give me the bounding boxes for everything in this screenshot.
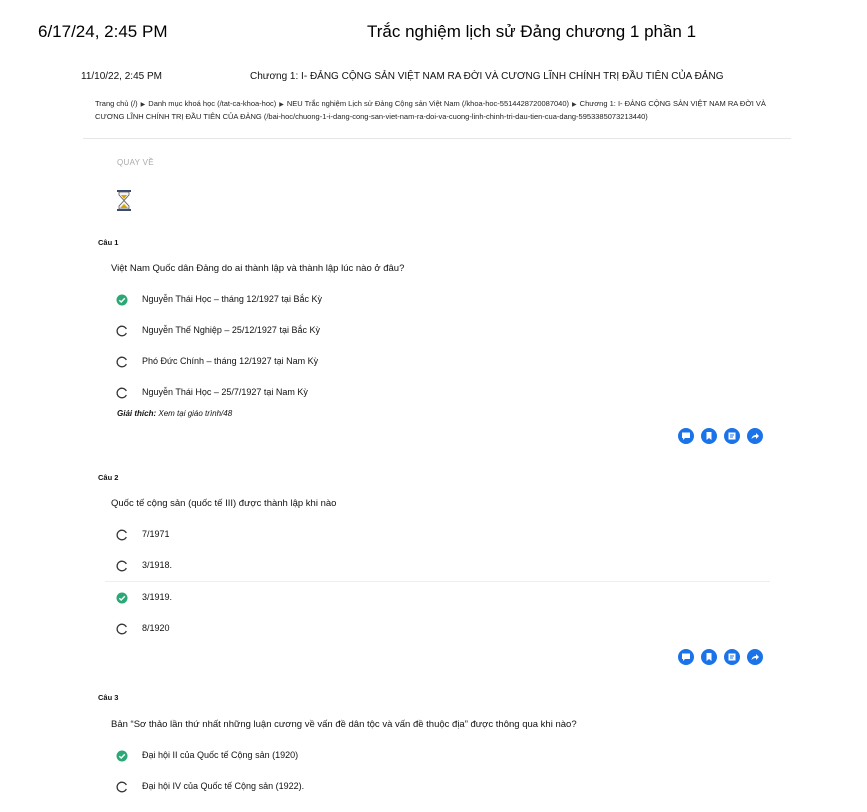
answer-option-text: Đại hội II của Quốc tế Cộng sản (1920)	[142, 750, 299, 760]
question-text: Bản “Sơ thảo lần thứ nhất những luận cương về vấn đề dân tộc và vấn đề thuộc địa” được thông qua khi nào?	[111, 719, 577, 730]
comment-icon[interactable]	[678, 428, 694, 444]
print-header	[0, 22, 867, 48]
question-actions	[678, 428, 768, 446]
question-label: Câu 2	[98, 473, 119, 482]
explanation-label: Giải thích:	[117, 409, 157, 418]
comment-icon[interactable]	[678, 649, 694, 665]
inner-date: 11/10/22, 2:45 PM	[81, 71, 162, 82]
check-circle-icon	[116, 591, 128, 603]
answer-option[interactable]	[116, 622, 756, 636]
radio-circle-icon	[116, 528, 128, 540]
breadcrumb-separator-icon: ▶	[140, 102, 146, 108]
breadcrumb-home[interactable]: Trang chủ (/)	[95, 99, 138, 108]
question-label: Câu 3	[98, 693, 119, 702]
radio-circle-icon	[116, 780, 128, 792]
explanation	[117, 409, 232, 418]
answer-option[interactable]	[116, 386, 756, 400]
answer-option-text: Đại hội IV của Quốc tế Cộng sản (1922).	[142, 781, 305, 791]
answer-option[interactable]	[116, 591, 756, 605]
answer-option-text: 7/1971	[142, 529, 170, 539]
answer-option[interactable]	[116, 749, 756, 763]
explanation-text: Xem tại giáo trình/48	[158, 409, 233, 418]
radio-circle-icon	[116, 324, 128, 336]
answer-option-text: Phó Đức Chính – tháng 12/1927 tại Nam Kỳ	[142, 356, 319, 366]
header-divider	[83, 138, 791, 139]
breadcrumb-lesson[interactable]: Chương 1: I- ĐẢNG CỘNG SẢN VIỆT NAM RA ĐỜI VÀ CƯƠNG LĨNH CHÍNH TRỊ ĐẦU TIÊN CỦA ĐẢNG (/bai-hoc/chuong-1-i-dang-cong-san-viet-nam-ra-doi-va-cuong-linh-chinh-tri-dau-tien-cua-dang-5953385073213440)	[95, 99, 766, 121]
question-text: Quốc tế cộng sản (quốc tế III) được thành lập khi nào	[111, 498, 337, 509]
breadcrumb-separator-icon: ▶	[279, 102, 284, 108]
answer-option[interactable]	[116, 293, 756, 307]
answer-option[interactable]	[116, 528, 756, 542]
print-date: 6/17/24, 2:45 PM	[38, 22, 168, 41]
radio-circle-icon	[116, 559, 128, 571]
inner-header	[0, 71, 867, 85]
breadcrumb-separator-icon: ▶	[572, 102, 577, 108]
answer-option-text: Nguyễn Thế Nghiệp – 25/12/1927 tại Bắc Kỳ	[142, 325, 320, 335]
question-label: Câu 1	[98, 238, 119, 247]
answer-option[interactable]	[116, 355, 756, 369]
bookmark-icon[interactable]	[701, 428, 717, 444]
bookmark-icon[interactable]	[701, 649, 717, 665]
note-icon[interactable]	[724, 428, 740, 444]
answer-option-text: 3/1918.	[142, 560, 173, 570]
answer-option-text: 3/1919.	[142, 592, 173, 602]
radio-circle-icon	[116, 355, 128, 367]
breadcrumb	[95, 98, 785, 122]
print-title: Trắc nghiệm lịch sử Đảng chương 1 phần 1	[367, 22, 697, 41]
answer-option[interactable]	[116, 780, 756, 794]
answer-option-text: Nguyễn Thái Học – 25/7/1927 tại Nam Kỳ	[142, 387, 308, 397]
inner-title: Chương 1: I- ĐẢNG CỘNG SẢN VIỆT NAM RA ĐỜI VÀ CƯƠNG LĨNH CHÍNH TRỊ ĐẦU TIÊN CỦA ĐẢNG	[250, 71, 724, 82]
option-divider	[105, 581, 770, 582]
question-actions	[678, 649, 768, 667]
check-circle-icon	[116, 293, 128, 305]
breadcrumb-courses[interactable]: Danh mục khoá học (/tat-ca-khoa-hoc)	[148, 99, 277, 108]
answer-option-text: Nguyễn Thái Học – tháng 12/1927 tại Bắc Kỳ	[142, 294, 322, 304]
question-text: Việt Nam Quốc dân Đảng do ai thành lập và thành lập lúc nào ở đâu?	[111, 263, 405, 274]
back-link[interactable]: QUAY VỀ	[117, 158, 154, 167]
share-icon[interactable]	[747, 649, 763, 665]
share-icon[interactable]	[747, 428, 763, 444]
answer-option[interactable]	[116, 324, 756, 338]
answer-option-text: 8/1920	[142, 623, 170, 633]
note-icon[interactable]	[724, 649, 740, 665]
breadcrumb-course[interactable]: NEU Trắc nghiệm Lịch sử Đảng Cộng sản Việt Nam (/khoa-hoc-5514428720087040)	[286, 99, 570, 108]
radio-circle-icon	[116, 386, 128, 398]
radio-circle-icon	[116, 622, 128, 634]
answer-option[interactable]	[116, 559, 756, 573]
check-circle-icon	[116, 749, 128, 761]
hourglass-icon	[115, 189, 133, 213]
